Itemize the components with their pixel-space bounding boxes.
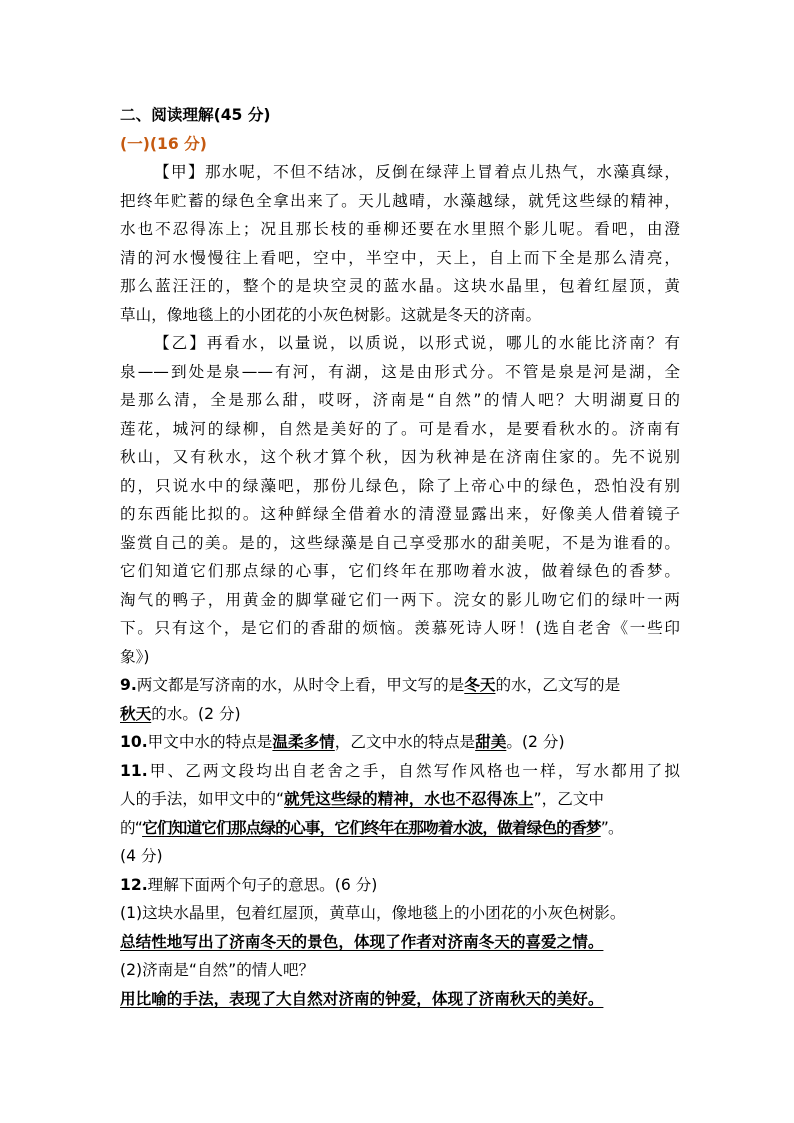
question-text: 的水，乙文写的是 [495, 676, 621, 694]
answer: 就凭这些绿的精神，水也不忍得冻上 [284, 790, 534, 808]
sentence-1: (1)这块水晶里，包着红屋顶，黄草山，像地毯上的小团花的小灰色树影。 [120, 904, 626, 922]
passage-line: 的东西能比拟的。这种鲜绿全借着水的清澄显露出来，好像美人借着镜子 [120, 505, 680, 523]
passage-line: 淘气的鸭子，用黄金的脚掌碰它们一两下。浣女的影儿吻它们的绿叶一两 [120, 590, 680, 609]
passage-line: 【甲】那水呢，不但不结冰，反倒在绿萍上冒着点儿热气，水藻真绿， [154, 163, 680, 181]
passage-line: 【乙】再看水，以量说，以质说，以形式说，哪儿的水能比济南？有 [154, 334, 680, 352]
passage-line: 泉——到处是泉——有河，有湖，这是由形式分。不管是泉是河是湖，全 [120, 362, 680, 381]
question-text: ”。 [600, 818, 623, 837]
passage-line: 下。只有这个，是它们的香甜的烦恼。羡慕死诗人呀！(选自老舍《一些印 [120, 619, 680, 637]
question-10 [120, 728, 680, 757]
passage-line: 把终年贮蓄的绿色全拿出来了。天儿越晴，水藻越绿，就凭这些绿的精神， [120, 191, 680, 210]
passage-line: 秋山，又有秋水，这个秋才算个秋，因为秋神是在济南住家的。先不说别 [120, 448, 680, 466]
answer: 甜美 [475, 733, 507, 751]
answer: 冬天 [464, 676, 496, 694]
question-text: 两文都是写济南的水，从时令上看，甲文写的是 [136, 676, 465, 694]
question-number: 11. [120, 761, 148, 780]
question-text: 甲文中水的特点是 [147, 733, 273, 751]
question-text: 。(2 分) [506, 733, 565, 751]
question-text: 理解下面两个句子的意思。(6 分) [147, 875, 378, 894]
answer-2: 用比喻的手法，表现了大自然对济南的钟爱，体现了济南秋天的美好。 [120, 989, 604, 1008]
answer: 温柔多情 [272, 733, 335, 751]
passage-line: 是那么清，全是那么甜，哎呀，济南是“自然”的情人吧？大明湖夏日的 [120, 391, 680, 409]
passage-line: 它们知道它们那点绿的心事，它们终年在那吻着水波，做着绿色的香梦。 [120, 562, 680, 580]
question-number: 12. [120, 875, 148, 894]
question-text: 甲、乙两文段均出自老舍之手，自然写作风格也一样，写水都用了拟 [147, 761, 680, 780]
question-12 [120, 871, 680, 1014]
question-11 [120, 757, 680, 871]
passage-line: 水也不忍得冻上；况且那长枝的垂柳还要在水里照个影儿呢。看吧，由澄 [120, 220, 680, 238]
passage-line: 象》) [120, 647, 150, 666]
question-score: (4 分) [120, 847, 163, 865]
passage-jia [120, 158, 680, 329]
passage-line: 鉴赏自己的美。是的，这些绿藻是自己享受那水的甜美呢，不是为谁看的。 [120, 533, 680, 552]
passage-line: 那么蓝汪汪的，整个的是块空灵的蓝水晶。这块水晶里，包着红屋顶，黄 [120, 277, 680, 295]
section-title: 二、阅读理解(45 分) [120, 106, 271, 124]
sentence-2: (2)济南是“自然”的情人吧？ [120, 961, 315, 979]
part-title: (一)(16 分) [120, 134, 207, 153]
passage-line: 清的河水慢慢往上看吧，空中，半空中，天上，自上而下全是那么清亮， [120, 248, 680, 267]
question-text: ，乙文中水的特点是 [334, 733, 476, 751]
passage-line: 的，只说水中的绿藻吧，那份儿绿色，除了上帝心中的绿色，恐怕没有别 [120, 476, 680, 495]
passage-yi [120, 329, 680, 671]
question-text: 的“ [120, 818, 143, 837]
question-text: 的水。(2 分) [151, 704, 241, 723]
question-9 [120, 671, 680, 728]
question-text: ”，乙文中 [533, 790, 605, 808]
passage-line: 莲花，城河的绿柳，自然是美好的了。可是看水，是要看秋水的。济南有 [120, 419, 680, 438]
question-number: 10. [120, 733, 148, 751]
answer: 秋天 [120, 704, 152, 723]
question-number: 9. [120, 676, 137, 694]
answer-1: 总结性地写出了济南冬天的景色，体现了作者对济南冬天的喜爱之情。 [120, 932, 604, 951]
reading-section [120, 101, 680, 1013]
passage-line: 草山，像地毯上的小团花的小灰色树影。这就是冬天的济南。 [120, 305, 542, 324]
question-text: 人的手法，如甲文中的“ [120, 790, 285, 808]
answer: 它们知道它们那点绿的心事，它们终年在那吻着水波，做着绿色的香梦 [142, 818, 601, 837]
